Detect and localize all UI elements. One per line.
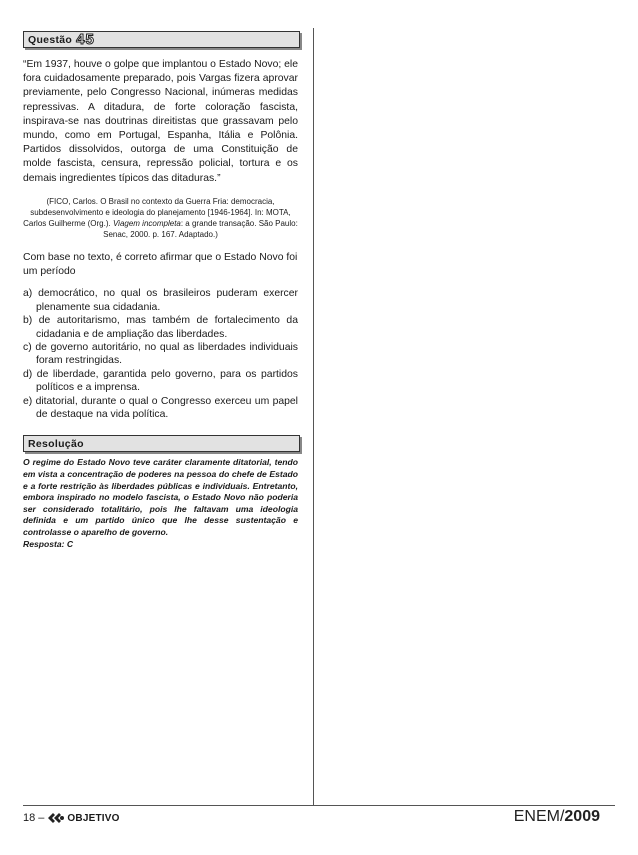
resolution-header — [23, 435, 300, 452]
option-d: d) de liberdade, garantida pelo governo, para os partidos políticos e a imprensa. — [23, 368, 298, 394]
options-list — [23, 287, 298, 421]
citation — [23, 196, 298, 240]
citation-italic: Viagem incompleta — [112, 218, 181, 228]
answer-text: Resposta: C — [23, 538, 74, 549]
option-e: e) ditatorial, durante o qual o Congresso exerceu um papel de destaque na vida política. — [23, 395, 298, 421]
exam-title — [514, 808, 600, 826]
left-column — [23, 31, 298, 550]
exam-name: ENEM/ — [513, 808, 565, 825]
exam-year: 2009 — [564, 808, 600, 825]
resolution-text: O regime do Estado Novo teve caráter claramente ditatorial, tendo em vista a concentração de poderes na pessoa do chefe de Estado e a forte restrição às liberdades públicas e individuais. Entretanto, embora inspirado no modelo fascista, o Estado Novo não poderia ser considerado totalitário, pois lhe faltavam uma ideologia definida e um partido único que lhe desse sustentação e controlasse o aparelho de governo. — [23, 457, 298, 538]
resolution-label: Resolução — [28, 437, 84, 450]
option-a: a) democrático, no qual os brasileiros puderam exercer plenamente sua cidadania. — [23, 288, 298, 313]
question-label: Questão — [28, 33, 73, 46]
option-c: c) de governo autoritário, no qual as liberdades individuais foram restringidas. — [23, 342, 298, 367]
citation-part1: (FICO, Carlos. O Brasil no contexto da Guerra Fria: democracia, subdesenvolvimento e ideologia do planejamento [1946-1964]. In: MOTA, Carlos Guilherme (Org.). — [23, 196, 291, 228]
footer-left — [23, 812, 120, 824]
brand-name: OBJETIVO — [67, 812, 120, 824]
question-header — [23, 31, 300, 48]
quote-text: “Em 1937, houve o golpe que implantou o Estado Novo; ele fora cuidadosamente preparado, pois Vargas fizera aprovar previamente, pelo Congresso Nacional, inúmeras medidas repressivas. A ditadura, de forte coloração fascista, inspirava-se nas doutrinas direitistas que grassavam pelo mundo, como em Portugal, Espanha, Itália e Polônia. Partidos dissolvidos, outorga de uma Constituição de molde fascista, censura, repressão policial, tortura e os demais ingredientes típicos das ditaduras.” — [23, 59, 298, 184]
page-number: 18 – — [23, 812, 45, 824]
question-number: 45 — [76, 31, 95, 48]
question-prompt: Com base no texto, é correto afirmar que o Estado Novo foi um período — [23, 251, 298, 277]
column-divider — [313, 28, 314, 805]
citation-part2: : a grande transação. São Paulo: Senac, 2000. p. 167. Adaptado.) — [103, 218, 298, 239]
footer-rule — [23, 805, 615, 806]
objetivo-logo-icon — [48, 813, 64, 823]
option-b: b) de autoritarismo, mas também de fortalecimento da cidadania e de ampliação das liberdades. — [23, 315, 298, 340]
